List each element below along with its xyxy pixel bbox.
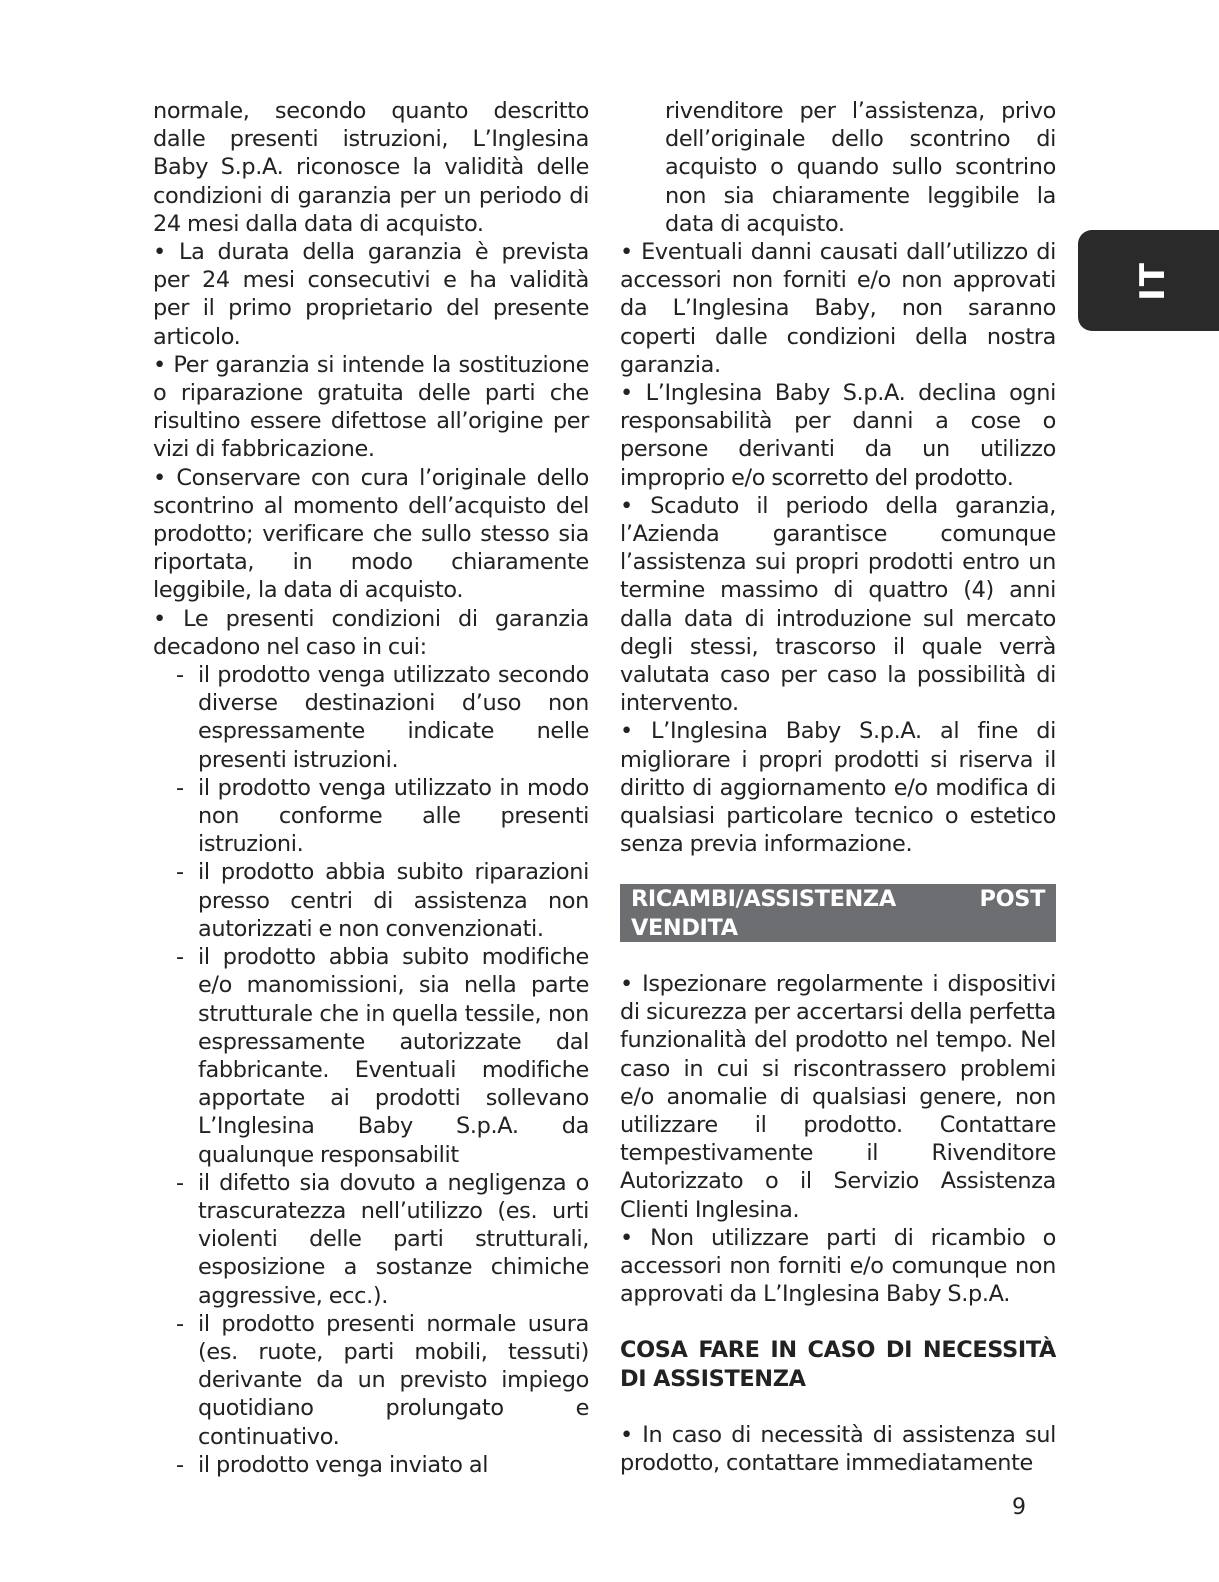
bullet-inspect-devices: • Ispezionare regolarmente i dispositivi di sicurezza per accertarsi della perfetta funzionalità del prodotto nel tempo. Nel caso in cui si riscontrassero problemi e/o anomalie di qualsiasi genere, non utilizzare il prodotto. Contattare tempestivamente il Rivenditore Autorizzato o il Servizio Assistenza Clienti Inglesina.: [620, 970, 1056, 1223]
bullet-product-changes: • L’Inglesina Baby S.p.A. al fine di migliorare i propri prodotti si riserva il diritto di aggiornamento e/o modifica di qualsiasi particolare tecnico o estetico senza previa informazione.: [620, 718, 1056, 858]
section-heading-part1: RICAMBI/ASSISTENZA: [631, 886, 896, 913]
intro-paragraph: normale, secondo quanto descritto dalle presenti istruzioni, L’Inglesina Baby S.p.A. riconosce la validità delle condizioni di garanzia per un periodo di 24 mesi dalla data di acquisto.: [153, 98, 589, 237]
bullet-spare-parts: • Non utilizzare parti di ricambio o accessori non forniti e/o comunque non approvati da L’Inglesina Baby S.p.A.: [620, 1224, 1056, 1308]
bullet-keep-receipt: • Conservare con cura l’originale dello scontrino al momento dell’acquisto del prodotto; verificare che sullo stesso sia riportata, in modo chiaramente leggibile, la data di acquisto.: [153, 464, 589, 604]
bullet-warranty-definition: • Per garanzia si intende la sostituzione o riparazione gratuita delle parti che risultino essere difettose all’origine per vizi di fabbricazione.: [153, 351, 589, 463]
section-heading-assistance: COSA FARE IN CASO DI NECESSITÀ DI ASSISTENZA: [620, 1337, 1056, 1392]
dash-item: - il prodotto venga utilizzato secondo diverse destinazioni d’uso non espressamente indicate nelle presenti istruzioni.: [153, 661, 589, 774]
right-column: [620, 97, 1056, 1477]
language-tab: [1078, 230, 1219, 331]
section-heading-part3: VENDITA: [631, 914, 738, 941]
section-heading-part2: POST: [979, 886, 1045, 913]
dash-item: - il prodotto abbia subito modifiche e/o manomissioni, sia nella parte strutturale che in quella tessile, non espressamente autorizzate dal fabbricante. Eventuali modifiche apportate ai prodotti sollevano L’Inglesina Baby S.p.A. da qualunque responsabilit: [153, 943, 589, 1169]
dash-item: - il prodotto abbia subito riparazioni presso centri di assistenza non autorizzati e non convenzionati.: [153, 858, 589, 943]
bullet-accessories-damage: • Eventuali danni causati dall’utilizzo di accessori non forniti e/o non approvati da L’Inglesina Baby, non saranno coperti dalle condizioni della nostra garanzia.: [620, 239, 1056, 378]
dash-item: - il difetto sia dovuto a negligenza o trascuratezza nell’utilizzo (es. urti violenti delle parti strutturali, esposizione a sostanze chimiche aggressive, ecc.).: [153, 1169, 589, 1310]
dash-item: - il prodotto venga inviato al: [153, 1451, 589, 1479]
bullet-after-warranty: • Scaduto il periodo della garanzia, l’Azienda garantisce comunque l’assistenza sui propri prodotti entro un termine massimo di quattro (4) anni dalla data di introduzione sul mercato degli stessi, trascorso il quale verrà valutata caso per caso la possibilità di intervento.: [620, 492, 1056, 717]
page-number: 9: [1012, 1495, 1026, 1520]
bullet-warranty-void: • Le presenti condizioni di garanzia decadono nel caso in cui:: [153, 605, 589, 660]
bullet-liability: • L’Inglesina Baby S.p.A. declina ogni responsabilità per danni a cose o persone derivanti da un utilizzo improprio e/o scorretto del prodotto.: [620, 380, 1056, 491]
left-column: [153, 97, 589, 1479]
bullet-warranty-duration: • La durata della garanzia è prevista per 24 mesi consecutivi e ha validità per il primo proprietario del presente articolo.: [153, 239, 589, 350]
dash-item: - il prodotto presenti normale usura (es. ruote, parti mobili, tessuti) derivante da un previsto impiego quotidiano prolungato e continuativo.: [153, 1310, 589, 1451]
dash-item: - il prodotto venga utilizzato in modo non conforme alle presenti istruzioni.: [153, 774, 589, 859]
bullet-contact-assistance: • In caso di necessità di assistenza sul prodotto, contattare immediatamente: [620, 1421, 1056, 1476]
continuation-paragraph: rivenditore per l’assistenza, privo dell’originale dello scontrino di acquisto o quando sullo scontrino non sia chiaramente leggibile la data di acquisto.: [665, 98, 1056, 237]
language-tab-label: IT: [1132, 260, 1173, 301]
section-heading-spare-parts: [620, 884, 1056, 941]
